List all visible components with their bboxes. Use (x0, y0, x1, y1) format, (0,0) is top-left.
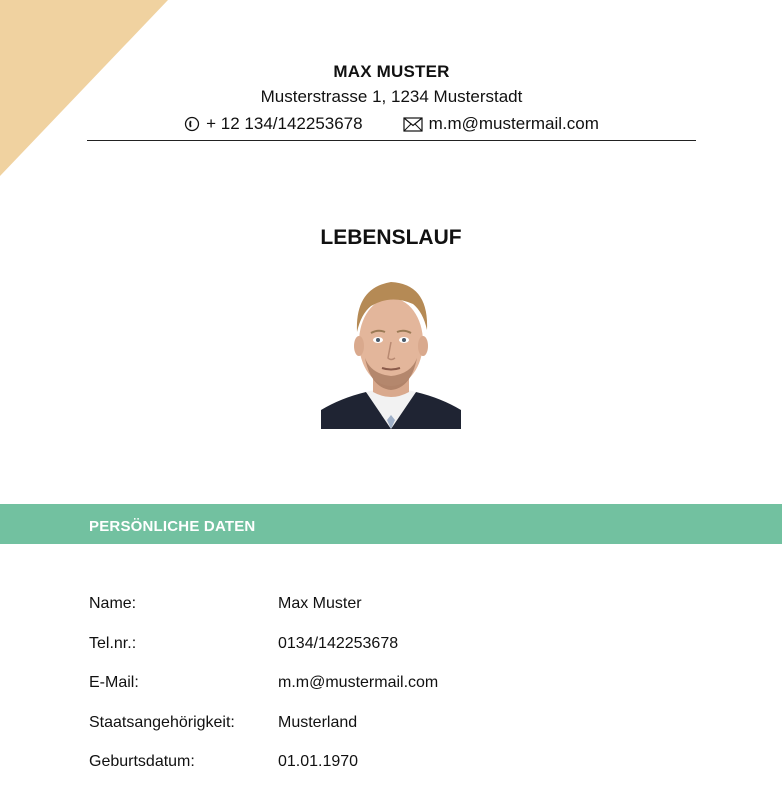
section-title: PERSÖNLICHE DATEN (89, 518, 256, 535)
data-value: 0134/142253678 (278, 634, 399, 652)
data-label: Tel.nr.: (89, 634, 137, 652)
contact-line (87, 110, 696, 138)
applicant-address: Musterstrasse 1, 1234 Musterstadt (260, 87, 523, 106)
section-header-band (0, 504, 782, 544)
data-label: Name: (89, 595, 137, 612)
data-label: E-Mail: (89, 674, 139, 691)
resume-header (87, 60, 696, 138)
document-title: LEBENSLAUF (320, 226, 462, 249)
phone-contact (184, 110, 362, 138)
phone-icon (184, 116, 200, 132)
email-contact (403, 110, 599, 138)
data-label: Geburtsdatum: (89, 753, 195, 770)
data-value: Max Muster (278, 595, 362, 612)
data-value: m.m@mustermail.com (278, 674, 439, 691)
data-value: Musterland (278, 713, 358, 731)
data-label: Staatsangehörigkeit: (89, 713, 235, 731)
data-value: 01.01.1970 (278, 753, 359, 770)
email-address: m.m@mustermail.com (428, 114, 599, 133)
applicant-name: MAX MUSTER (333, 62, 450, 81)
portrait-photo (321, 270, 461, 429)
envelope-icon (403, 117, 423, 132)
phone-number: + 12 134/142253678 (206, 114, 363, 133)
header-divider (87, 140, 696, 141)
